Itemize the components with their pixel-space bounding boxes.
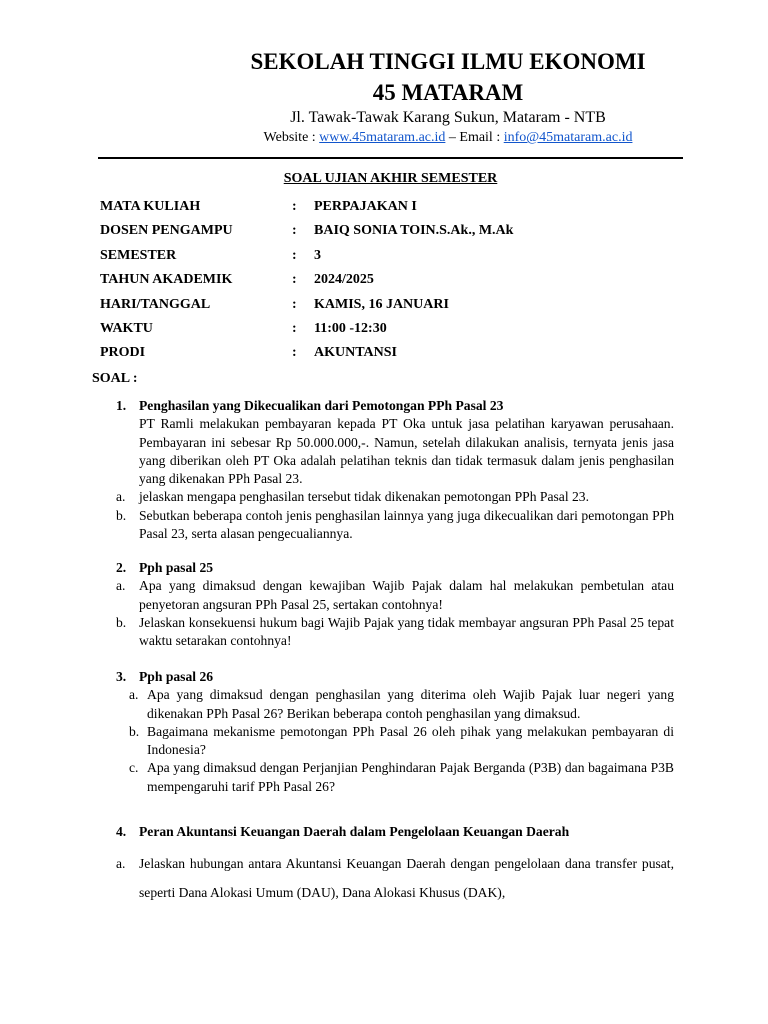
- institution-name-line1: SEKOLAH TINGGI ILMU EKONOMI: [250, 49, 646, 74]
- sub-question-text: Bagaimana mekanisme pemotongan PPh Pasal 26 oleh pihak yang melakukan pembayaran di Indonesia?: [147, 723, 674, 758]
- question-1: [116, 397, 674, 543]
- website-link[interactable]: www.45mataram.ac.id: [319, 130, 446, 145]
- website-label: Website :: [263, 130, 320, 145]
- sub-question-text: Apa yang dimaksud dengan Perjanjian Penghindaran Pajak Berganda (P3B) dan bagaimana P3B mempengaruhi tarif PPh Pasal 26?: [147, 760, 674, 794]
- sub-question: [116, 686, 674, 723]
- info-value: BAIQ SONIA TOIN.S.Ak., M.Ak: [314, 223, 514, 239]
- info-label: WAKTU: [100, 320, 153, 336]
- info-label: SEMESTER: [100, 247, 177, 263]
- sub-question: [116, 507, 674, 544]
- question-title-text: Penghasilan yang Dikecualikan dari Pemotongan PPh Pasal 23: [139, 398, 504, 413]
- sub-question-letter: b.: [129, 723, 140, 739]
- question-title-text: Pph pasal 25: [139, 560, 214, 575]
- question-title: [116, 559, 674, 577]
- question-title: [116, 397, 674, 415]
- info-colon: :: [292, 247, 297, 263]
- info-colon: :: [292, 320, 297, 336]
- sub-question: [116, 614, 674, 651]
- sub-question-letter: a.: [116, 578, 126, 594]
- question-number: 4.: [116, 824, 127, 839]
- info-value: 3: [314, 247, 321, 263]
- sub-question-text: Sebutkan beberapa contoh jenis penghasilan lainnya yang juga dikecualikan dari pemotongan PPh Pasal 23, serta alasan pengecualiannya.: [139, 507, 674, 542]
- exam-title: SOAL UJIAN AKHIR SEMESTER: [283, 171, 498, 186]
- sub-question-text: jelaskan mengapa penghasilan tersebut tidak dikenakan pemotongan PPh Pasal 23.: [139, 489, 589, 505]
- contact-line: [228, 129, 668, 147]
- info-value: 2024/2025: [314, 272, 374, 288]
- info-value: 11:00 -12:30: [314, 320, 387, 336]
- question-title: [116, 823, 674, 841]
- info-label: DOSEN PENGAMPU: [100, 223, 233, 239]
- question-title: [116, 668, 674, 686]
- sub-question: [116, 849, 674, 907]
- sub-question-letter: a.: [129, 687, 139, 703]
- info-colon: :: [292, 223, 297, 239]
- info-value: KAMIS, 16 JANUARI: [314, 296, 449, 312]
- info-label: TAHUN AKADEMIK: [100, 272, 233, 288]
- sub-question: [116, 577, 674, 614]
- sub-question-letter: b.: [116, 507, 127, 523]
- info-label: MATA KULIAH: [100, 199, 201, 214]
- sub-question-text: Apa yang dimaksud dengan kewajiban Wajib Pajak dalam hal melakukan pembetulan atau penyetoran angsuran PPh Pasal 25, sertakan contohnya!: [139, 578, 674, 612]
- institution-name-line2: 45 MATARAM: [372, 80, 524, 105]
- sub-question-text: Jelaskan konsekuensi hukum bagi Wajib Pajak yang tidak membayar angsuran PPh Pasal 25 tepat waktu setarakan contohnya!: [139, 614, 674, 649]
- question-title-text: Peran Akuntansi Keuangan Daerah dalam Pengelolaan Keuangan Daerah: [139, 824, 570, 839]
- institution-address: Jl. Tawak-Tawak Karang Sukun, Mataram - NTB: [290, 109, 606, 126]
- question-title-text: Pph pasal 26: [139, 669, 214, 684]
- question-number: 3.: [116, 669, 127, 684]
- question-4: [116, 823, 674, 907]
- question-number: 1.: [116, 398, 127, 413]
- info-label: PRODI: [100, 345, 146, 361]
- questions-heading: SOAL :: [92, 371, 138, 386]
- info-value: PERPAJAKAN I: [314, 199, 417, 214]
- sub-question-letter: c.: [129, 760, 139, 776]
- question-3: [116, 668, 674, 796]
- sub-question-letter: b.: [116, 614, 127, 630]
- sub-question-text: Jelaskan hubungan antara Akuntansi Keuangan Daerah dengan pengelolaan dana transfer pusat, seperti Dana Alokasi Umum (DAU), Dana Alokasi Khusus (DAK),: [139, 856, 674, 901]
- info-colon: :: [292, 199, 297, 214]
- email-separator: – Email :: [445, 130, 504, 145]
- header-divider: [98, 157, 683, 159]
- info-colon: :: [292, 296, 297, 312]
- info-colon: :: [292, 345, 297, 361]
- info-colon: :: [292, 272, 297, 288]
- email-link[interactable]: info@45mataram.ac.id: [503, 130, 633, 145]
- sub-question: [116, 759, 674, 796]
- sub-question: [116, 488, 674, 506]
- question-2: [116, 559, 674, 650]
- sub-question-letter: a.: [116, 489, 126, 505]
- sub-question-text: Apa yang dimaksud dengan penghasilan yang diterima oleh Wajib Pajak luar negeri yang dikenakan PPh Pasal 26? Berikan beberapa contoh penghasilan yang dimaksud.: [147, 687, 674, 721]
- question-body: PT Ramli melakukan pembayaran kepada PT Oka untuk jasa pelatihan karyawan perusahaan. Pembayaran ini sebesar Rp 50.000.000,-. Namun, setelah dilakukan analisis, ternyata jenis jasa yang diberikan oleh PT Oka adalah pelatihan teknis dan tidak termasuk dalam jenis penghasilan yang dikenakan PPh Pasal 23.: [139, 416, 674, 487]
- info-value: AKUNTANSI: [314, 345, 397, 361]
- info-label: HARI/TANGGAL: [100, 296, 211, 312]
- question-number: 2.: [116, 560, 127, 575]
- sub-question: [116, 723, 674, 760]
- sub-question-letter: a.: [116, 856, 126, 872]
